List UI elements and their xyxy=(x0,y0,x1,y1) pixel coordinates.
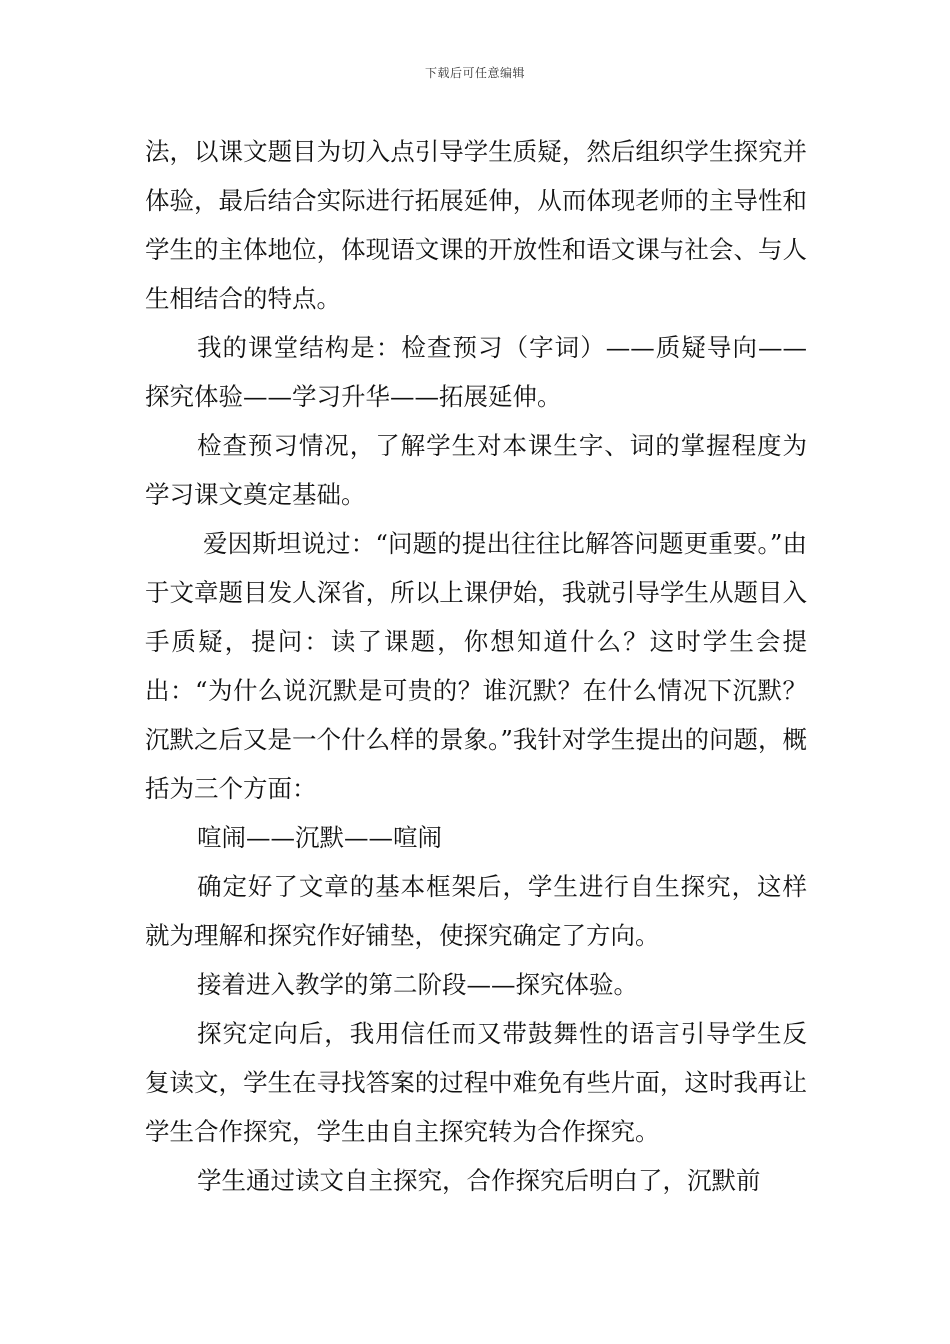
paragraph-framework: 喧闹——沉默——喧闹 xyxy=(197,823,442,852)
page-header-note: 下载后可任意编辑 xyxy=(424,66,525,80)
paragraph-einstein-quote: 爱因斯坦说过：“问题的提出往往比解答问题更重要。”由于文章题目发人深省，所以上课伊始，我就引导学生从题目入手质疑，提问：读了课题，你想知道什么？这时学生会提出：“为什么说沉默是可贵的？谁沉默？在什么情况下沉默？沉默之后又是一个什么样的景象。”我针对学生提出的问题，概括为三个方面： xyxy=(145,529,807,803)
paragraph-preview-check: 检查预习情况，了解学生对本课生字、词的掌握程度为学习课文奠定基础。 xyxy=(145,431,807,509)
paragraph-self-exploration: 确定好了文章的基本框架后，学生进行自生探究，这样就为理解和探究作好铺垫，使探究确定了方向。 xyxy=(145,872,807,950)
paragraph-class-structure: 我的课堂结构是：检查预习（字词）——质疑导向——探究体验——学习升华——拓展延伸。 xyxy=(145,333,807,411)
paragraph-cooperative-exploration: 探究定向后，我用信任而又带鼓舞性的语言引导学生反复读文，学生在寻找答案的过程中难免有些片面，这时我再让学生合作探究，学生由自主探究转为合作探究。 xyxy=(145,1019,807,1146)
paragraph-second-stage: 接着进入教学的第二阶段——探究体验。 xyxy=(197,970,638,999)
document-body xyxy=(145,127,807,1205)
paragraph-conclusion-start: 学生通过读文自主探究，合作探究后明白了，沉默前 xyxy=(197,1166,761,1195)
paragraph-continuation: 法，以课文题目为切入点引导学生质疑，然后组织学生探究并体验，最后结合实际进行拓展延伸，从而体现老师的主导性和学生的主体地位，体现语文课的开放性和语文课与社会、与人生相结合的特点。 xyxy=(145,137,807,313)
